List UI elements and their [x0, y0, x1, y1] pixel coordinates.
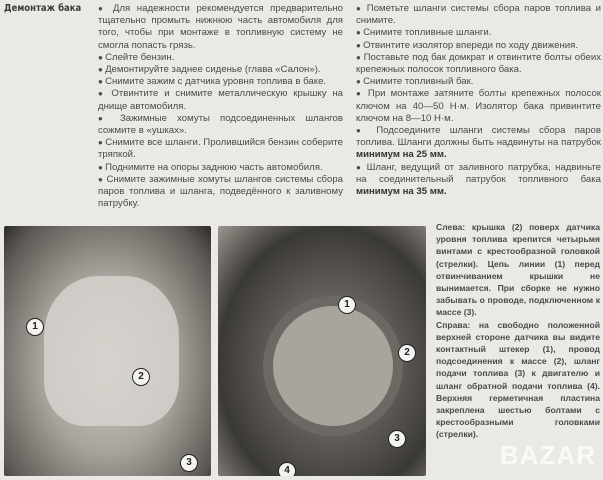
callout-label: 3	[180, 454, 198, 472]
paragraph: ● Отвинтите изолятор впереди по ходу движения.	[356, 40, 601, 52]
sender-flange	[263, 296, 403, 436]
callout-label: 4	[278, 462, 296, 476]
caption-right: Справа: на свободно положенной верхней стороне датчика вы видите контактный штекер (1), провод подсоединения к массе (2), шланг подачи топлива (3) к двигателю и шланг обратной подачи топлива (4). Верхняя герметичная пластина закреплена шестью болтами с крестообразными головками (стрелки).	[436, 319, 600, 440]
paragraph: ● Снимите зажим с датчика уровня топлива в баке.	[98, 76, 343, 88]
paragraph: ● Снимите все шланги. Пролившийся бензин соберите тряпкой.	[98, 137, 343, 161]
paragraph: ● Пометьте шланги системы сбора паров топлива и снимите.	[356, 3, 601, 27]
paragraph-text: Шланг, ведущий от заливного патрубка, надвиньте на соединительный патрубок топливного бака	[356, 161, 601, 185]
text-column-left	[98, 3, 343, 210]
paragraph: ● Слейте бензин.	[98, 52, 343, 64]
paragraph: ● Отвинтите и снимите металлическую крышку на днище автомобиля.	[98, 88, 343, 112]
emphasis: минимум на 35 мм.	[356, 186, 447, 198]
paragraph: ● Снимите топливный бак.	[356, 76, 601, 88]
paragraph-text: Подсоедините шланги системы сбора паров топлива. Шланги должны быть надвинуты на патрубок	[356, 125, 601, 149]
callout-label: 1	[338, 296, 356, 314]
callout-label: 3	[388, 430, 406, 448]
callout-label: 1	[26, 318, 44, 336]
paragraph: ● Демонтируйте заднее сиденье (глава «Салон»).	[98, 64, 343, 76]
paragraph: ● Поставьте под бак домкрат и отвинтите болты обеих крепежных полосок топливного бака.	[356, 52, 601, 76]
emphasis: минимум на 25 мм.	[356, 149, 447, 161]
callout-label: 2	[398, 344, 416, 362]
paragraph: ● Снимите топливные шланги.	[356, 27, 601, 39]
watermark-logo: BAZAR	[500, 440, 596, 470]
paragraph: ● Зажимные хомуты подсоединенных шлангов сожмите в «ушках».	[98, 113, 343, 137]
paragraph	[356, 125, 601, 162]
cover-plate	[44, 276, 179, 426]
paragraph	[356, 162, 601, 199]
callout-label: 2	[132, 368, 150, 386]
caption-left: Слева: крышка (2) поверх датчика уровня топлива крепится четырьмя винтами с крестообразной головкой (стрелки). Цепь линии (1) перед отвинчиванием крышки не вынимается. При сборке не нужно забывать о проводе, подключенном к массе (3).	[436, 222, 600, 318]
paragraph: ● Для надежности рекомендуется предварительно тщательно промыть нижнюю часть автомобиля для того, чтобы при монтаже в топливную систему не смогла попасть грязь.	[98, 3, 343, 52]
paragraph: ● При монтаже затяните болты крепежных полосок ключом на 40—50 Н·м. Изолятор бака привинтите ключом на 8—10 Н·м.	[356, 88, 601, 125]
figure-caption	[436, 221, 600, 441]
paragraph: ● Снимите зажимные хомуты шлангов системы сбора паров топлива и шланга, подведённого к заливному патрубку.	[98, 174, 343, 211]
photo-tank-cover	[4, 226, 211, 476]
text-column-right	[356, 3, 601, 198]
paragraph: ● Поднимите на опоры заднюю часть автомобиля.	[98, 162, 343, 174]
photo-fuel-sender	[218, 226, 426, 476]
section-heading: Демонтаж бака	[4, 3, 82, 14]
